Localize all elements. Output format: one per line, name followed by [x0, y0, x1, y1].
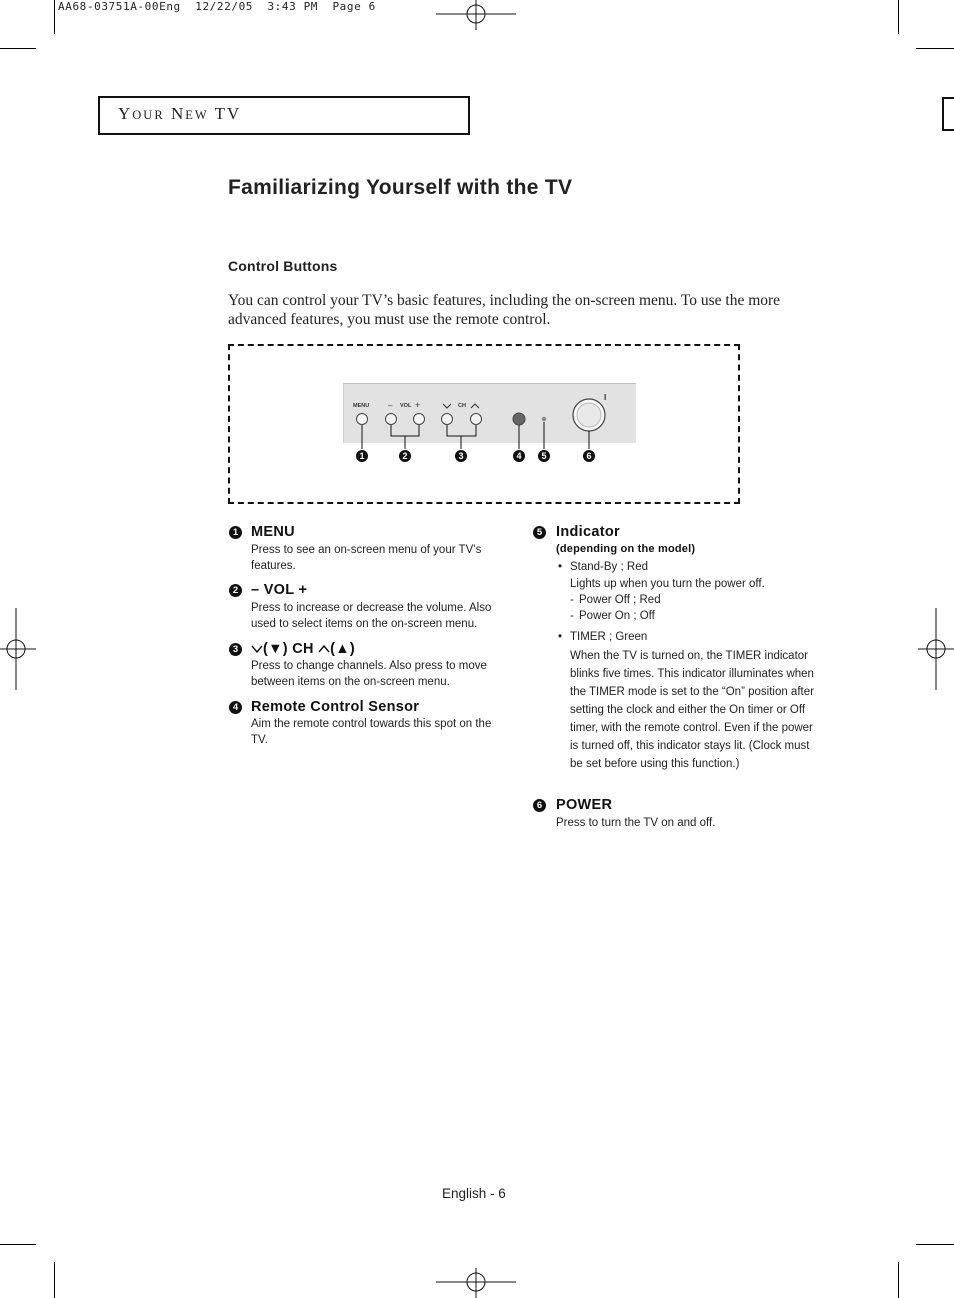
item-number: 6 — [533, 799, 546, 812]
indicator-light-icon — [542, 417, 546, 421]
page-tab-marker — [942, 97, 954, 131]
item-body-vol: Press to increase or decrease the volume. Also used to select items on the on-screen menu. — [251, 602, 492, 631]
panel-power-mark: I — [604, 393, 607, 402]
vol-up-button-icon — [414, 414, 425, 425]
item-title-sensor: Remote Control Sensor — [251, 699, 420, 715]
section-label-tv: TV — [214, 104, 242, 123]
registration-mark-icon — [918, 608, 954, 690]
menu-button-icon — [357, 414, 368, 425]
item-title-vol: – VOL + — [251, 582, 308, 598]
ch-label: CH — [292, 641, 314, 657]
crop-mark — [898, 0, 899, 34]
crop-mark — [54, 1262, 55, 1298]
crop-mark — [916, 48, 954, 49]
panel-vol-label: VOL — [400, 403, 412, 409]
ch-up-symbol: (▲) — [330, 641, 356, 657]
item-title-menu: MENU — [251, 524, 295, 540]
indicator-bullet-timer: TIMER ; Green — [570, 631, 648, 643]
remote-sensor-icon — [513, 413, 525, 425]
crop-mark — [0, 48, 36, 49]
indicator-timer-text: When the TV is turned on, the TIMER indicator blinks five times. This indicator illuminates when the TIMER mode is set to the “On” position after setting the clock and either the On timer or Off timer, with the remote control. Even if the power is turned off, this indicator stays lit. (Clock must be set before using this function.) — [570, 650, 814, 770]
intro-paragraph: You can control your TV’s basic features, including the on-screen menu. To use the more advanced features, you must use the remote control. — [228, 292, 781, 328]
item-number: 4 — [229, 701, 242, 714]
crop-mark — [898, 1262, 899, 1298]
callout-2: 2 — [399, 450, 411, 462]
section-label-our: OUR — [132, 108, 165, 122]
callout-6: 6 — [583, 450, 595, 462]
crop-mark — [916, 1244, 954, 1245]
ch-down-button-icon — [442, 414, 453, 425]
section-label-n: N — [170, 104, 186, 123]
item-title-power: POWER — [556, 797, 613, 813]
item-body-menu: Press to see an on-screen menu of your TV’s features. — [251, 544, 482, 573]
chevron-up-icon — [318, 644, 330, 654]
page-title: Familiarizing Yourself with the TV — [228, 176, 573, 199]
item-body-power: Press to turn the TV on and off. — [556, 817, 716, 829]
item-number: 3 — [229, 643, 242, 656]
callout-1: 1 — [356, 450, 368, 462]
dash: - — [570, 610, 574, 622]
callout-5: 5 — [538, 450, 550, 462]
indicator-standby-text: Lights up when you turn the power off. — [570, 578, 765, 590]
item-title-ch — [251, 641, 355, 657]
registration-mark-icon — [436, 0, 516, 30]
item-body-ch: Press to change channels. Also press to move between items on the on-screen menu. — [251, 660, 487, 689]
section-label-ew: EW — [185, 108, 209, 122]
ch-down-symbol: (▼) — [263, 641, 288, 657]
panel-ch-label: CH — [458, 403, 466, 409]
item-number: 1 — [229, 526, 242, 539]
indicator-bullet-standby: Stand-By ; Red — [570, 561, 648, 573]
vol-down-button-icon — [386, 414, 397, 425]
item-subtitle-indicator: (depending on the model) — [556, 543, 696, 555]
chevron-down-icon — [251, 644, 263, 654]
bullet-dot: • — [558, 561, 563, 573]
section-subheading: Control Buttons — [228, 258, 338, 274]
item-number: 2 — [229, 584, 242, 597]
print-slug: AA68-03751A-00Eng 12/22/05 3:43 PM Page 6 — [58, 0, 376, 13]
section-label-y: Y — [118, 104, 133, 123]
item-body-sensor: Aim the remote control towards this spot on the TV. — [251, 718, 492, 747]
crop-mark — [0, 1244, 36, 1245]
registration-mark-icon — [436, 1268, 516, 1298]
panel-vol-minus: – — [388, 401, 393, 410]
ch-up-button-icon — [471, 414, 482, 425]
callout-4: 4 — [513, 450, 525, 462]
panel-vol-plus: + — [415, 400, 421, 410]
item-title-indicator: Indicator — [556, 524, 620, 540]
indicator-power-off: Power Off ; Red — [579, 594, 661, 606]
section-label — [118, 104, 241, 124]
registration-mark-icon — [0, 608, 36, 690]
indicator-power-on: Power On ; Off — [579, 610, 655, 622]
dash: - — [570, 594, 574, 606]
item-number: 5 — [533, 526, 546, 539]
crop-mark — [54, 0, 55, 34]
callout-3: 3 — [455, 450, 467, 462]
bullet-dot: • — [558, 631, 563, 643]
panel-menu-label: MENU — [353, 403, 370, 409]
page-footer: English - 6 — [442, 1186, 506, 1201]
